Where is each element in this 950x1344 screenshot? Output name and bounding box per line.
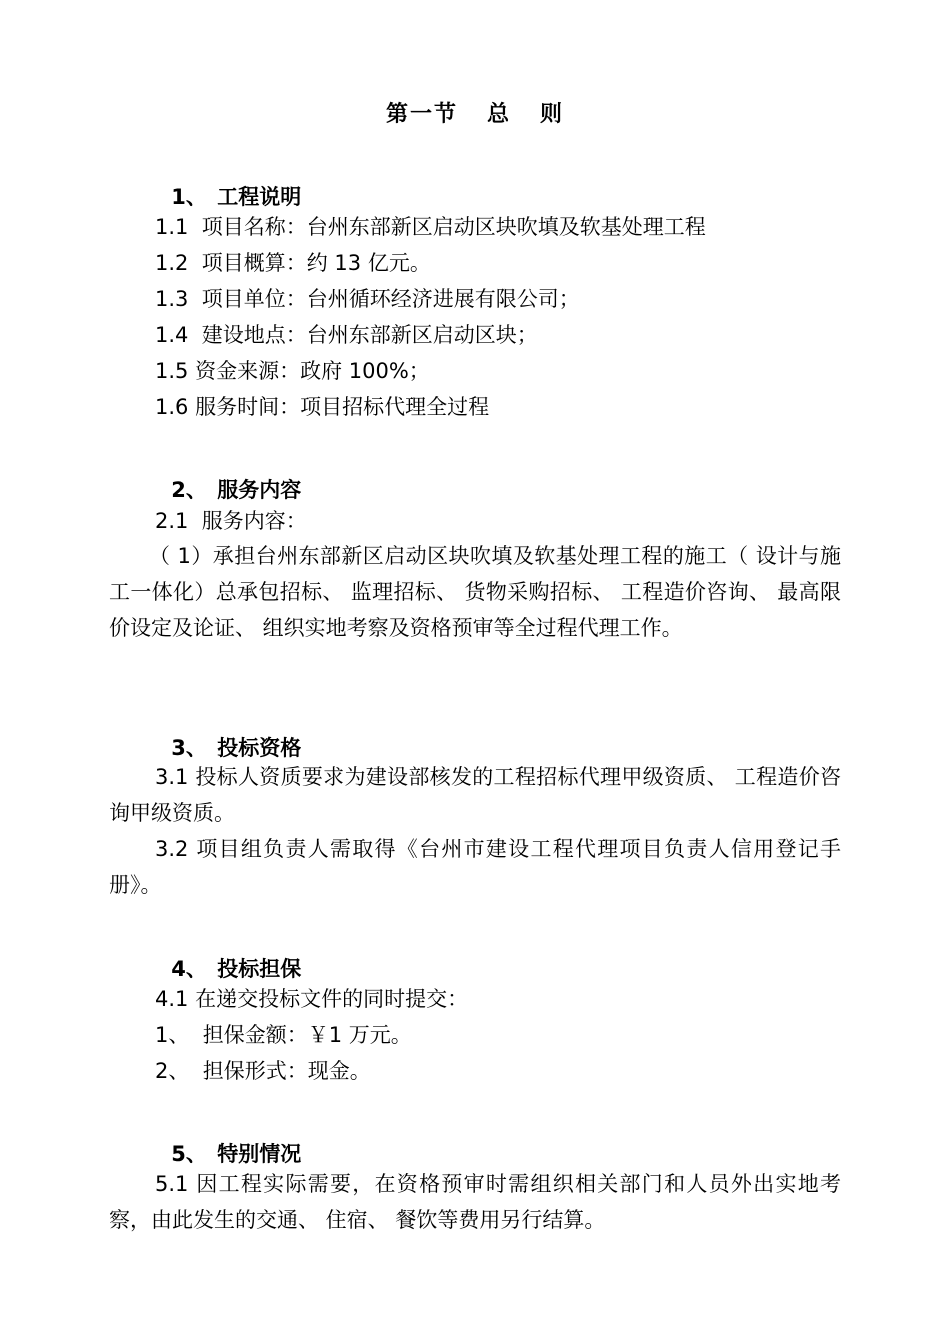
section-number: 3、 xyxy=(171,736,207,760)
section-title: 投标担保 xyxy=(217,957,302,981)
page-title: 第一节 总 则 xyxy=(386,102,564,127)
section-number: 4、 xyxy=(171,957,207,981)
section-number: 5、 xyxy=(171,1142,207,1166)
body-paragraph: 3.2 项目组负责人需取得《台州市建设工程代理项目负责人信用登记手册》。 xyxy=(109,837,841,897)
section-title: 投标资格 xyxy=(217,736,302,760)
section-number: 2、 xyxy=(171,478,207,502)
section-number: 1、 xyxy=(171,185,207,209)
body-paragraph: 5.1 因工程实际需要，在资格预审时需组织相关部门和人员外出实地考察，由此发生的交通、 住宿、 餐饮等费用另行结算。 xyxy=(109,1172,841,1232)
list-item: 1.4 建设地点：台州东部新区启动区块； xyxy=(155,323,538,347)
list-item: 1.2 项目概算：约 13 亿元。 xyxy=(155,251,431,275)
list-item: 4.1 在递交投标文件的同时提交： xyxy=(155,987,469,1011)
list-item: 2、 担保形式：现金。 xyxy=(155,1059,371,1083)
section-title: 工程说明 xyxy=(217,185,302,209)
body-paragraph: （ 1）承担台州东部新区启动区块吹填及软基处理工程的施工（ 设计与施工一体化）总承包招标、 监理招标、 货物采购招标、 工程造价咨询、 最高限价设定及论证、 组织实地考察及资格预审等全过程代理工作。 xyxy=(109,544,841,640)
list-item: 1.6 服务时间：项目招标代理全过程 xyxy=(155,395,490,419)
section-title: 服务内容 xyxy=(217,478,302,502)
list-item: 1.1 项目名称：台州东部新区启动区块吹填及软基处理工程 xyxy=(155,215,706,239)
list-item: 1、 担保金额：￥1 万元。 xyxy=(155,1023,412,1047)
body-paragraph: 3.1 投标人资质要求为建设部核发的工程招标代理甲级资质、 工程造价咨询甲级资质。 xyxy=(109,765,841,825)
list-item: 2.1 服务内容： xyxy=(155,509,307,533)
list-item: 1.5 资金来源：政府 100%； xyxy=(155,359,430,383)
section-title: 特别情况 xyxy=(217,1142,302,1166)
list-item: 1.3 项目单位：台州循环经济进展有限公司； xyxy=(155,287,580,311)
